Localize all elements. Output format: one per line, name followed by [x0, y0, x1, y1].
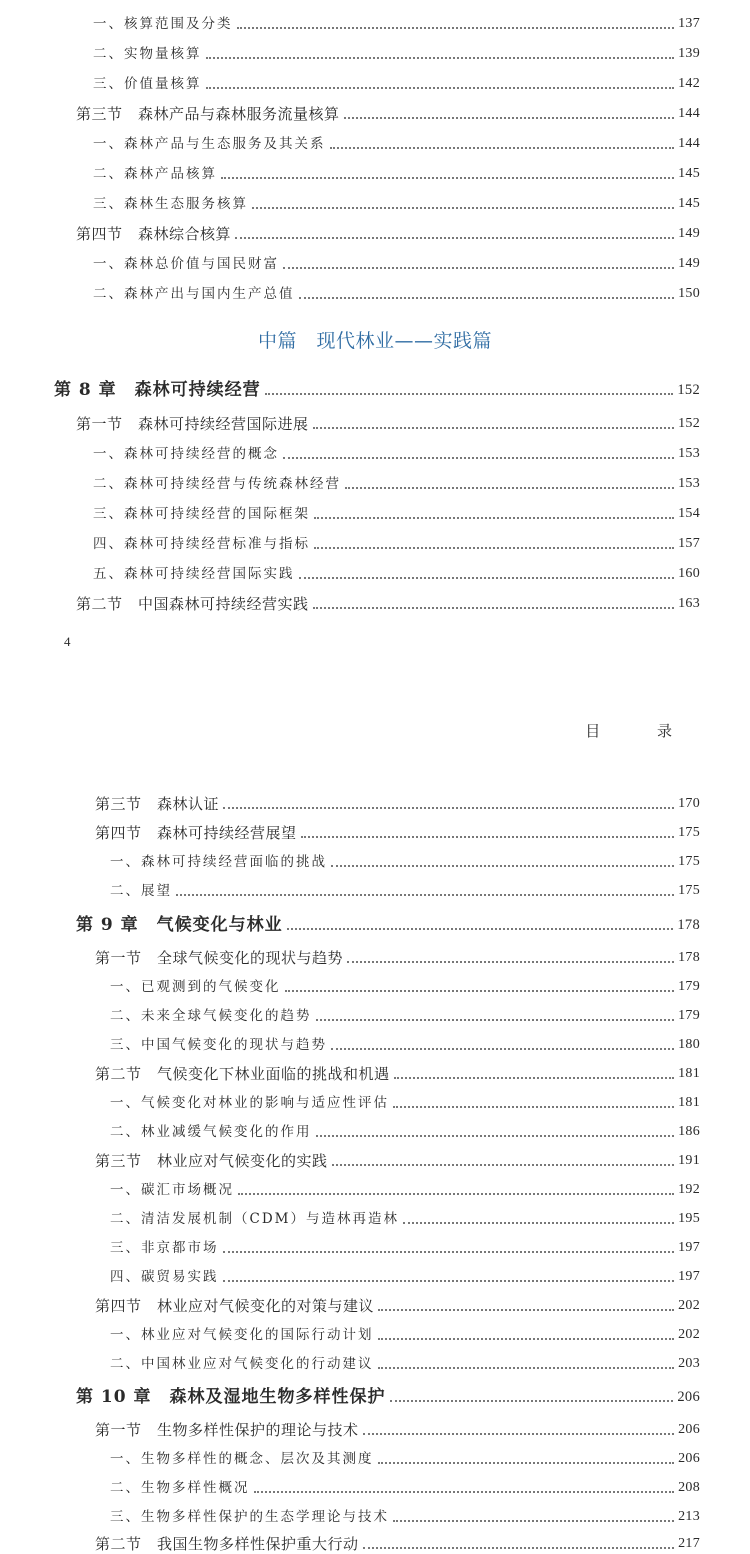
toc-entry-title: 第三节 森林产品与森林服务流量核算: [76, 105, 340, 123]
toc-entry-page: 145: [678, 166, 700, 181]
toc-entry-item[interactable]: [0, 1348, 750, 1374]
toc-entry-item[interactable]: [0, 846, 750, 872]
dot-leader: [378, 1367, 675, 1369]
toc-entry-title: 第一节 生物多样性保护的理论与技术: [95, 1421, 359, 1439]
dot-leader: [331, 865, 674, 867]
toc-entry-page: 186: [678, 1124, 700, 1139]
toc-entry-title: 二、森林可持续经营与传统森林经营: [93, 476, 341, 492]
dot-leader: [206, 57, 675, 59]
toc-entry-item[interactable]: [0, 1501, 750, 1527]
toc-entry-section[interactable]: [0, 1414, 750, 1440]
toc-entry-title: 二、林业减缓气候变化的作用: [110, 1124, 312, 1140]
toc-entry-title: 五、森林可持续经营国际实践: [93, 566, 295, 582]
toc-entry-title: 二、中国林业应对气候变化的行动建议: [110, 1356, 374, 1372]
toc-entry-page: 144: [678, 106, 700, 121]
dot-leader: [223, 1251, 675, 1253]
toc-entry-page: 137: [678, 16, 700, 31]
running-header: 目 录: [585, 722, 698, 740]
dot-leader: [378, 1338, 675, 1340]
toc-entry-title: 第四节 林业应对气候变化的对策与建议: [95, 1297, 375, 1315]
toc-entry-title: 第三节 森林认证: [95, 795, 220, 813]
toc-entry-item[interactable]: [0, 128, 750, 154]
toc-entry-section[interactable]: [0, 408, 750, 434]
toc-entry-item[interactable]: [0, 528, 750, 554]
toc-entry-page: 180: [678, 1037, 700, 1052]
toc-entry-page: 142: [678, 76, 700, 91]
toc-entry-title: 一、碳汇市场概况: [110, 1182, 234, 1198]
toc-entry-title: 第四节 森林综合核算: [76, 225, 232, 243]
toc-entry-title: 第二节 我国生物多样性保护重大行动: [95, 1535, 359, 1553]
toc-entry-section[interactable]: [0, 1290, 750, 1316]
toc-entry-title: 第三节 林业应对气候变化的实践: [95, 1152, 328, 1170]
dot-leader: [235, 237, 674, 239]
toc-entry-page: 206: [678, 1451, 700, 1466]
dot-leader: [316, 1019, 675, 1021]
toc-entry-page: 197: [678, 1240, 700, 1255]
toc-entry-page: 175: [678, 825, 700, 840]
dot-leader: [283, 457, 674, 459]
toc-entry-item[interactable]: [0, 1029, 750, 1055]
toc-entry-item[interactable]: [0, 1443, 750, 1469]
toc-entry-section[interactable]: [0, 218, 750, 244]
toc-entry-title: 第一节 森林可持续经营国际进展: [76, 415, 309, 433]
toc-entry-item[interactable]: [0, 8, 750, 34]
toc-entry-item[interactable]: [0, 1261, 750, 1287]
toc-entry-title: 二、实物量核算: [93, 46, 202, 62]
toc-entry-item[interactable]: [0, 158, 750, 184]
toc-entry-page: 178: [678, 950, 700, 965]
toc-entry-page: 206: [678, 1422, 700, 1437]
toc-entry-section[interactable]: [0, 817, 750, 843]
toc-entry-item[interactable]: [0, 1232, 750, 1258]
toc-entry-title: 第 10 章 森林及湿地生物多样性保护: [76, 1387, 386, 1407]
dot-leader: [223, 1280, 675, 1282]
toc-entry-item[interactable]: [0, 68, 750, 94]
dot-leader: [299, 577, 675, 579]
dot-leader: [285, 990, 675, 992]
toc-entry-title: 一、森林产品与生态服务及其关系: [93, 136, 326, 152]
toc-entry-page: 175: [678, 854, 700, 869]
dot-leader: [363, 1547, 675, 1549]
toc-entry-page: 175: [678, 883, 700, 898]
toc-entry-item[interactable]: [0, 1319, 750, 1345]
dot-leader: [221, 177, 674, 179]
toc-entry-section[interactable]: [0, 588, 750, 614]
toc-entry-page: 149: [678, 256, 700, 271]
dot-leader: [331, 1048, 674, 1050]
dot-leader: [314, 517, 674, 519]
toc-entry-section[interactable]: [0, 1058, 750, 1084]
dot-leader: [403, 1222, 674, 1224]
dot-leader: [223, 807, 674, 809]
toc-entry-title: 第 9 章 气候变化与林业: [76, 915, 283, 935]
page-number: 4: [64, 634, 71, 649]
toc-entry-section[interactable]: [0, 98, 750, 124]
toc-entry-page: 217: [678, 1536, 700, 1551]
toc-entry-item[interactable]: [0, 1116, 750, 1142]
dot-leader: [252, 207, 674, 209]
dot-leader: [393, 1520, 674, 1522]
toc-entry-title: 第 8 章 森林可持续经营: [54, 380, 261, 400]
toc-entry-page: 153: [678, 476, 700, 491]
toc-entry-page: 181: [678, 1066, 700, 1081]
toc-entry-title: 二、未来全球气候变化的趋势: [110, 1008, 312, 1024]
toc-entry-title: 三、非京都市场: [110, 1240, 219, 1256]
dot-leader: [299, 297, 675, 299]
toc-page-lower: [0, 680, 750, 1553]
toc-entry-item[interactable]: [0, 248, 750, 274]
dot-leader: [394, 1077, 675, 1079]
dot-leader: [176, 894, 674, 896]
dot-leader: [393, 1106, 674, 1108]
toc-entry-page: 192: [678, 1182, 700, 1197]
toc-entry-item[interactable]: [0, 1472, 750, 1498]
toc-entry-page: 170: [678, 796, 700, 811]
toc-entry-page: 149: [678, 226, 700, 241]
toc-entry-item[interactable]: [0, 1203, 750, 1229]
dot-leader: [390, 1400, 674, 1402]
toc-page-upper: [0, 0, 750, 680]
dot-leader: [330, 147, 675, 149]
toc-entry-title: 二、森林产品核算: [93, 166, 217, 182]
toc-entry-item[interactable]: [0, 1087, 750, 1113]
dot-leader: [254, 1491, 675, 1493]
toc-entry-section[interactable]: [0, 1528, 750, 1554]
toc-entry-chapter[interactable]: [0, 909, 750, 935]
toc-entry-title: 一、森林可持续经营的概念: [93, 446, 279, 462]
toc-entry-item[interactable]: [0, 1000, 750, 1026]
toc-entry-page: 139: [678, 46, 700, 61]
dot-leader: [283, 267, 674, 269]
toc-entry-page: 179: [678, 1008, 700, 1023]
toc-entry-title: 第二节 气候变化下林业面临的挑战和机遇: [95, 1065, 390, 1083]
toc-entry-section[interactable]: [0, 788, 750, 814]
dot-leader: [237, 27, 675, 29]
toc-entry-item[interactable]: [0, 875, 750, 901]
toc-entry-page: 179: [678, 979, 700, 994]
toc-entry-page: 202: [678, 1327, 700, 1342]
toc-entry-title: 一、林业应对气候变化的国际行动计划: [110, 1327, 374, 1343]
toc-entry-chapter[interactable]: [0, 374, 750, 400]
toc-entry-page: 197: [678, 1269, 700, 1284]
toc-entry-page: 150: [678, 286, 700, 301]
dot-leader: [313, 427, 675, 429]
part-heading: 中篇 现代林业——实践篇: [257, 330, 492, 352]
toc-entry-title: 一、已观测到的气候变化: [110, 979, 281, 995]
dot-leader: [206, 87, 675, 89]
toc-entry-title: 二、清洁发展机制（CDM）与造林再造林: [110, 1211, 399, 1227]
dot-leader: [301, 836, 675, 838]
toc-entry-page: 195: [678, 1211, 700, 1226]
toc-entry-item[interactable]: [0, 188, 750, 214]
toc-entry-page: 163: [678, 596, 700, 611]
dot-leader: [313, 607, 675, 609]
toc-entry-title: 三、森林生态服务核算: [93, 196, 248, 212]
toc-entry-item[interactable]: [0, 1174, 750, 1200]
toc-entry-title: 第一节 全球气候变化的现状与趋势: [95, 949, 344, 967]
toc-entry-page: 208: [678, 1480, 700, 1495]
toc-entry-item[interactable]: [0, 38, 750, 64]
toc-entry-title: 三、森林可持续经营的国际框架: [93, 506, 310, 522]
toc-entry-page: 145: [678, 196, 700, 211]
toc-entry-page: 191: [678, 1153, 700, 1168]
toc-entry-title: 第二节 中国森林可持续经营实践: [76, 595, 309, 613]
toc-entry-item[interactable]: [0, 438, 750, 464]
toc-entry-page: 157: [678, 536, 700, 551]
toc-entry-title: 第四节 森林可持续经营展望: [95, 824, 297, 842]
dot-leader: [316, 1135, 675, 1137]
toc-entry-page: 206: [677, 1389, 700, 1405]
toc-entry-title: 四、碳贸易实践: [110, 1269, 219, 1285]
toc-entry-page: 144: [678, 136, 700, 151]
toc-entry-section[interactable]: [0, 942, 750, 968]
dot-leader: [265, 393, 674, 395]
toc-entry-item[interactable]: [0, 498, 750, 524]
toc-entry-title: 一、森林可持续经营面临的挑战: [110, 854, 327, 870]
toc-entry-title: 二、展望: [110, 883, 172, 899]
toc-entry-item[interactable]: [0, 278, 750, 304]
toc-entry-title: 三、中国气候变化的现状与趋势: [110, 1037, 327, 1053]
toc-entry-section[interactable]: [0, 1145, 750, 1171]
toc-entry-page: 181: [678, 1095, 700, 1110]
dot-leader: [238, 1193, 674, 1195]
toc-entry-title: 二、森林产出与国内生产总值: [93, 286, 295, 302]
toc-entry-item[interactable]: [0, 971, 750, 997]
toc-entry-title: 一、森林总价值与国民财富: [93, 256, 279, 272]
dot-leader: [378, 1309, 674, 1311]
toc-entry-page: 160: [678, 566, 700, 581]
toc-entry-title: 一、核算范围及分类: [93, 16, 233, 32]
dot-leader: [345, 487, 674, 489]
toc-entry-title: 一、气候变化对林业的影响与适应性评估: [110, 1095, 389, 1111]
toc-entry-title: 一、生物多样性的概念、层次及其测度: [110, 1451, 374, 1467]
toc-entry-page: 203: [678, 1356, 700, 1371]
dot-leader: [314, 547, 674, 549]
toc-entry-page: 154: [678, 506, 700, 521]
toc-entry-page: 178: [677, 917, 700, 933]
dot-leader: [347, 961, 674, 963]
dot-leader: [363, 1433, 675, 1435]
dot-leader: [378, 1462, 675, 1464]
dot-leader: [287, 928, 674, 930]
toc-entry-page: 153: [678, 446, 700, 461]
toc-entry-page: 202: [678, 1298, 700, 1313]
toc-entry-page: 152: [677, 382, 700, 398]
toc-entry-title: 二、生物多样性概况: [110, 1480, 250, 1496]
toc-entry-page: 213: [678, 1509, 700, 1524]
toc-entry-title: 三、生物多样性保护的生态学理论与技术: [110, 1509, 389, 1525]
toc-entry-title: 四、森林可持续经营标准与指标: [93, 536, 310, 552]
toc-entry-item[interactable]: [0, 468, 750, 494]
toc-entry-title: 三、价值量核算: [93, 76, 202, 92]
toc-entry-page: 152: [678, 416, 700, 431]
toc-entry-chapter[interactable]: [0, 1381, 750, 1407]
toc-entry-item[interactable]: [0, 558, 750, 584]
dot-leader: [332, 1164, 675, 1166]
dot-leader: [344, 117, 675, 119]
